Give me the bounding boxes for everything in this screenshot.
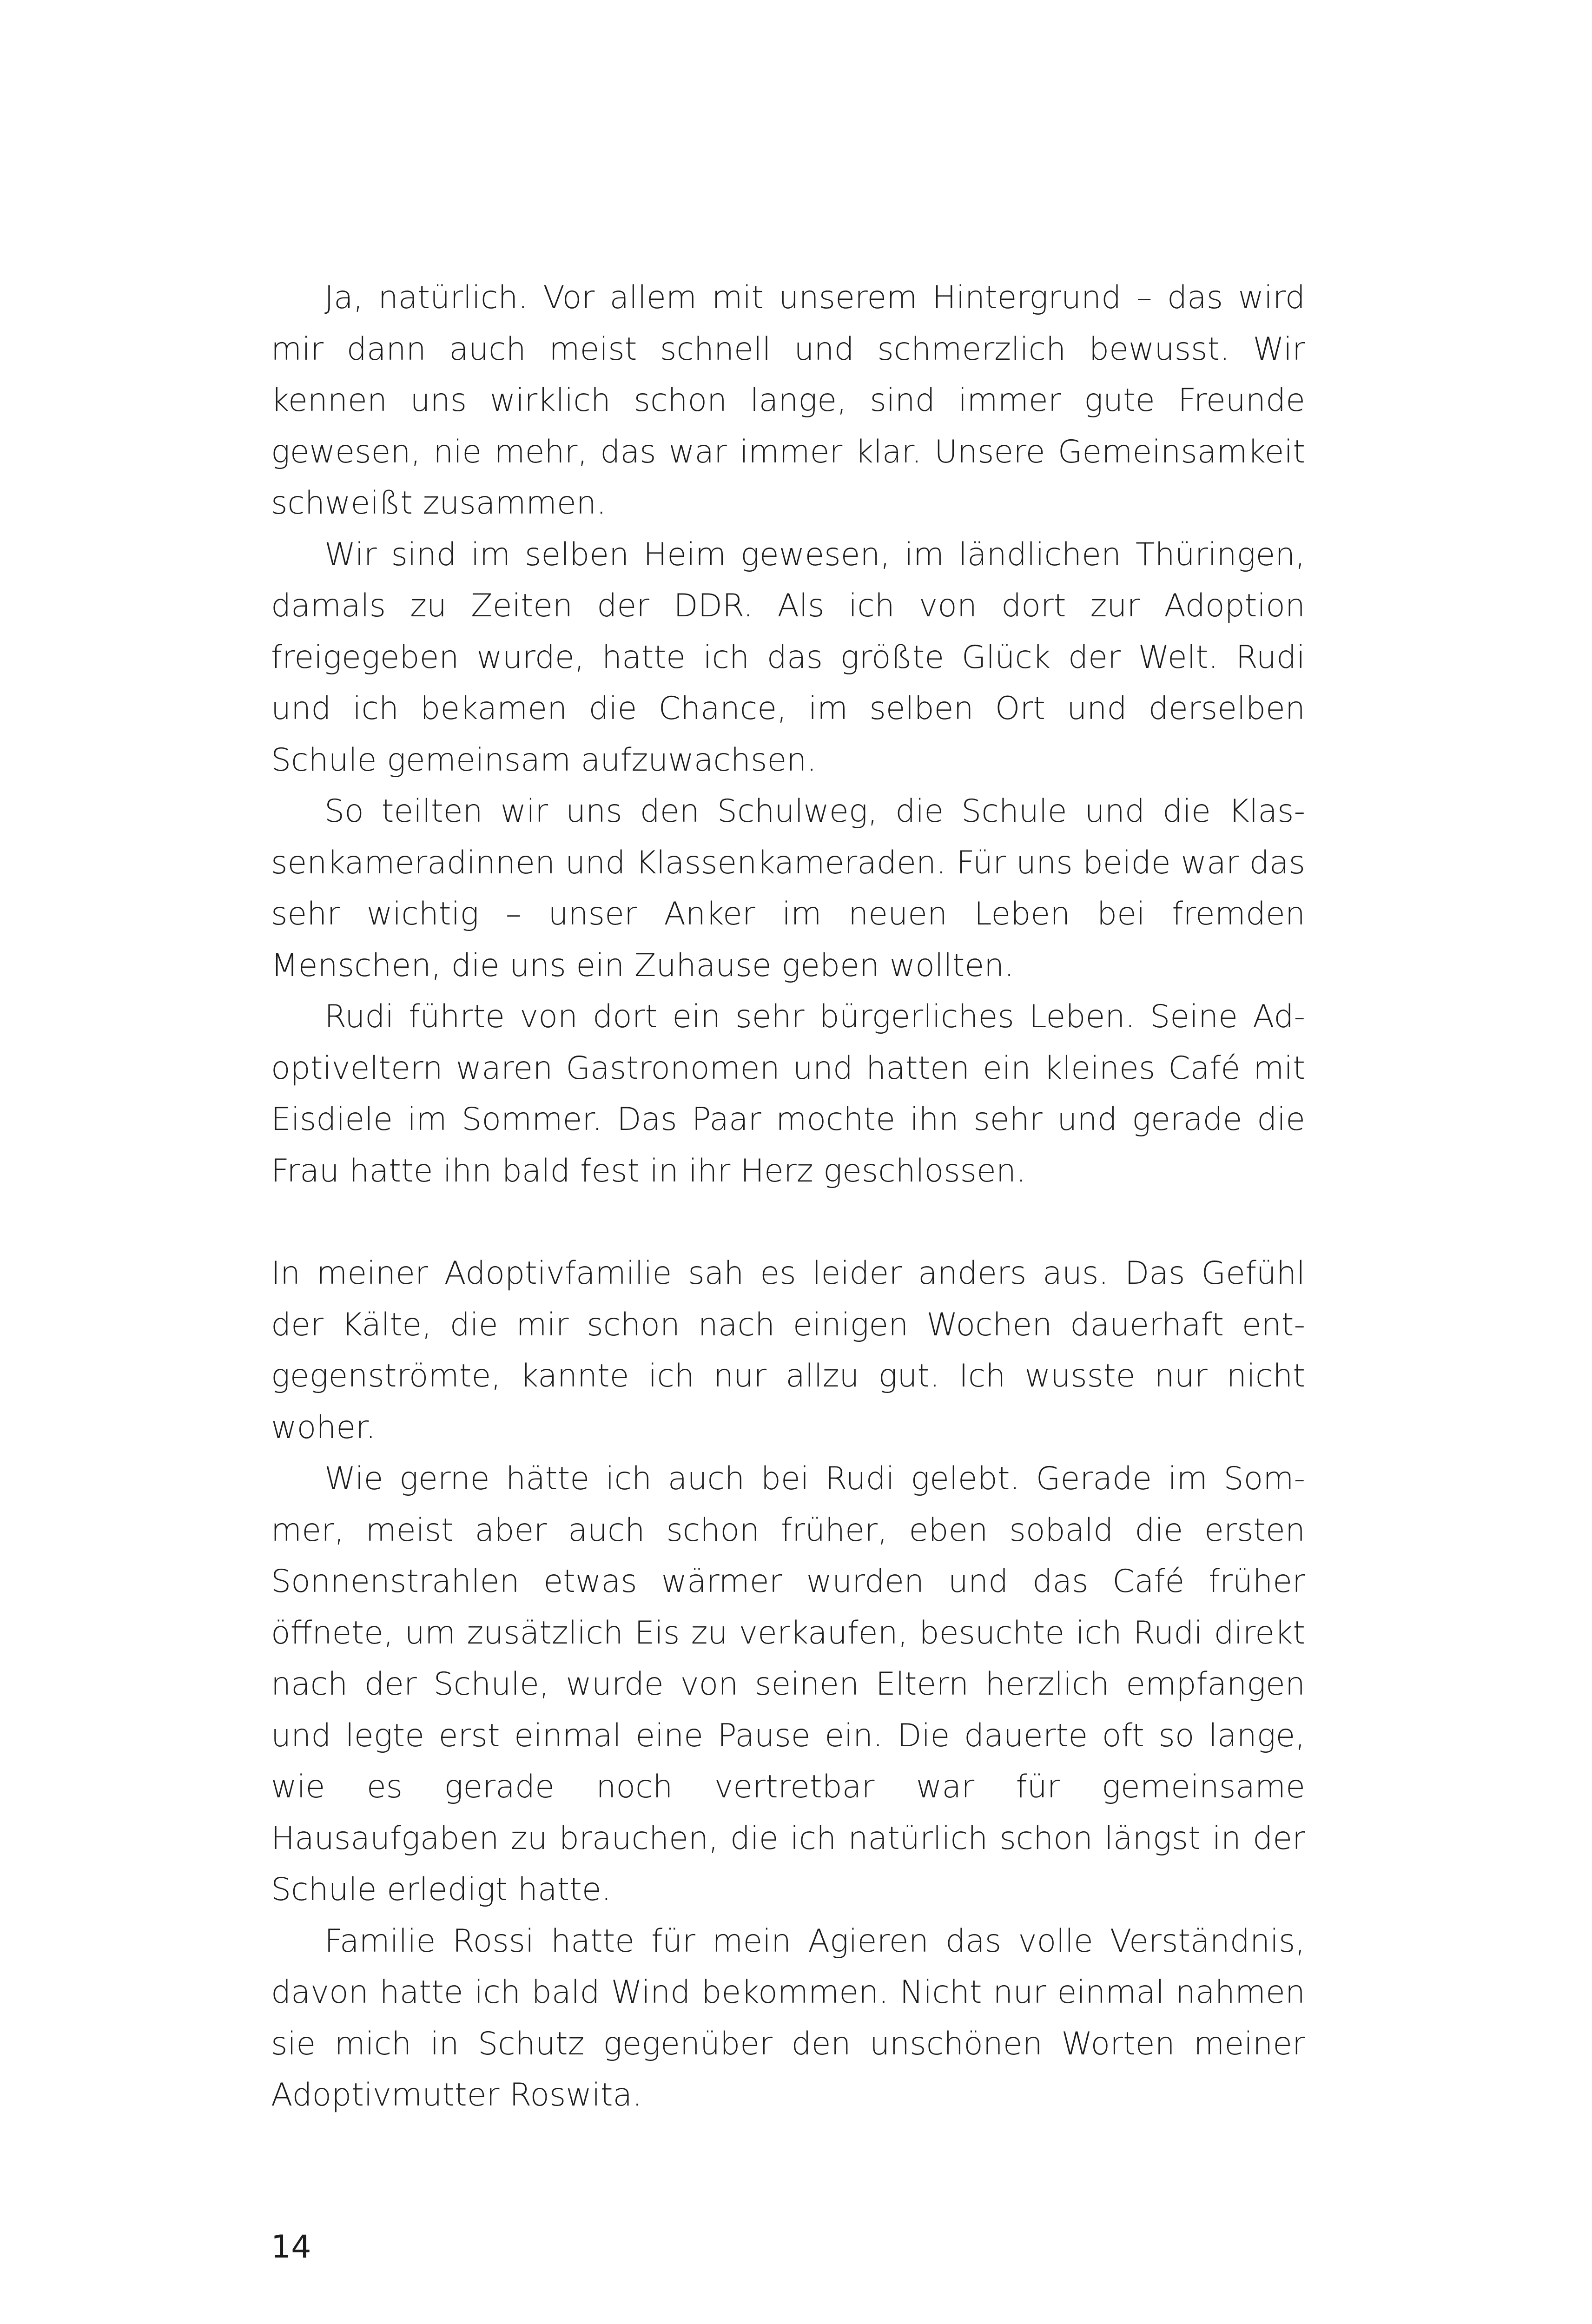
paragraph: Wir sind im selben Heim gewesen, im ländlichen Thüringen, damals zu Zeiten der DDR. Als ich von dort zur Adoption freigegeben wurde, hatte ich das größte Glück der Welt. Rudi und ich bekamen die Chance, im selben Ort und derselben Schule gemeinsam aufzuwachsen. xyxy=(271,536,1305,779)
body-text xyxy=(271,272,1305,2121)
section-break xyxy=(271,1197,1305,1248)
page-number: 14 xyxy=(271,2229,311,2265)
paragraph: Ja, natürlich. Vor allem mit unserem Hintergrund – das wird mir dann auch meist schnell und schmerzlich bewusst. Wir kennen uns wirklich schon lange, sind immer gute Freunde gewesen, nie mehr, das war immer klar. Unsere Gemeinsamkeit schweißt zusammen. xyxy=(271,279,1305,522)
paragraph: Familie Rossi hatte für mein Agieren das volle Verständnis, davon hatte ich bald Wind bekommen. Nicht nur einmal nahmen sie mich in Schutz gegenüber den unschönen Worten meiner Adoptivmutter Roswita. xyxy=(271,1922,1305,2113)
paragraph: Wie gerne hätte ich auch bei Rudi gelebt. Gerade im Sommer, meist aber auch schon früher, eben sobald die ersten Sonnenstrahlen etwas wärmer wurden und das Café früher öffnete, um zusätzlich Eis zu verkaufen, besuchte ich Rudi direkt nach der Schule, wurde von seinen Eltern herzlich empfangen und legte erst einmal eine Pause ein. Die dauerte oft so lange, wie es gerade noch vertretbar war für gemeinsame Hausaufgaben zu brauchen, die ich natürlich schon längst in der Schule erledigt hatte. xyxy=(271,1460,1305,1908)
paragraph: In meiner Adoptivfamilie sah es leider anders aus. Das Gefühl der Kälte, die mir schon nach einigen Wochen dauerhaft entgegenströmte, kannte ich nur allzu gut. Ich wusste nur nicht woher. xyxy=(271,1255,1305,1446)
paragraph: So teilten wir uns den Schulweg, die Schule und die Klassenkameradinnen und Klassenkameraden. Für uns beide war das sehr wichtig – unser Anker im neuen Leben bei fremden Menschen, die uns ein Zuhause geben wollten. xyxy=(271,793,1305,984)
paragraph: Rudi führte von dort ein sehr bürgerliches Leben. Seine Adoptiveltern waren Gastronomen und hatten ein kleines Café mit Eisdiele im Sommer. Das Paar mochte ihn sehr und gerade die Frau hatte ihn bald fest in ihr Herz geschlossen. xyxy=(271,998,1305,1189)
